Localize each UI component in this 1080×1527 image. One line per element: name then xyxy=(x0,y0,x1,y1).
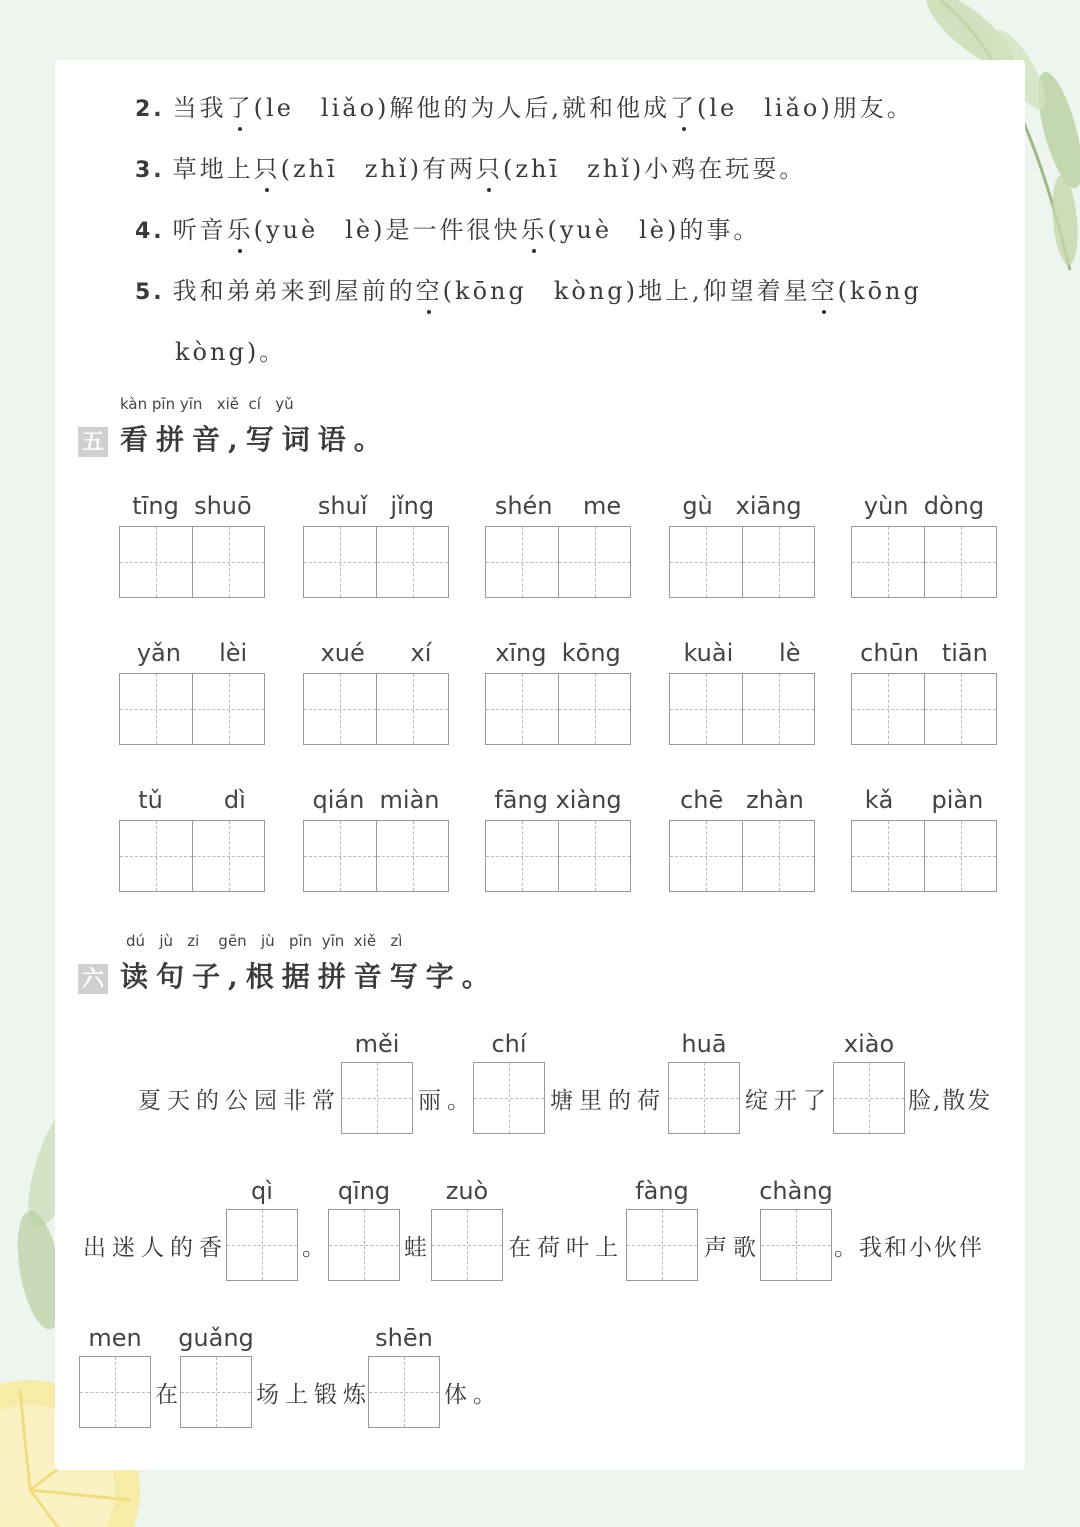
sentence-5: 5. 我和弟弟来到屋前的空(kōng kòng)地上,仰望着星空(kōng xyxy=(135,271,922,306)
writing-grid[interactable] xyxy=(851,526,997,598)
sentence-4: 4. 听音乐(yuè lè)是一件很快乐(yuè lè)的事。 xyxy=(135,210,760,245)
char-box[interactable] xyxy=(120,821,192,891)
char-box[interactable] xyxy=(304,527,376,597)
pinyin-hint: shēn xyxy=(375,1324,433,1352)
char-box[interactable] xyxy=(473,1062,545,1134)
word-pinyin: xīng kōng xyxy=(495,639,621,667)
sentence-text: 场上锻炼 xyxy=(256,1382,372,1408)
char-box[interactable] xyxy=(852,674,924,744)
writing-grid[interactable] xyxy=(303,673,449,745)
pinyin-hint: men xyxy=(88,1324,142,1352)
sentence-text: 声歌 xyxy=(704,1235,762,1261)
char-box[interactable] xyxy=(486,674,558,744)
sentence-5-continued: kòng)。 xyxy=(175,338,287,366)
sentence-text: 丽。 xyxy=(418,1088,476,1114)
word-pinyin: shén me xyxy=(494,492,622,520)
writing-grid[interactable] xyxy=(119,673,265,745)
sentence-text: 塘里的荷 xyxy=(550,1088,666,1114)
writing-grid[interactable] xyxy=(119,820,265,892)
word-pinyin: gù xiāng xyxy=(682,492,802,520)
section-5-title: 五 看拼音,写词语。 xyxy=(78,418,390,458)
pinyin-hint: zuò xyxy=(445,1177,489,1205)
sentence-text: 。我和小伙伴 xyxy=(834,1235,984,1261)
char-box[interactable] xyxy=(833,1062,905,1134)
writing-grid[interactable] xyxy=(669,820,815,892)
sentence-text: 在 xyxy=(155,1382,184,1408)
sentence-text: 出迷人的香 xyxy=(83,1235,228,1261)
char-box[interactable] xyxy=(558,821,630,891)
char-box[interactable] xyxy=(341,1062,413,1134)
char-box[interactable] xyxy=(120,674,192,744)
sentence-3: 3. 草地上只(zhī zhǐ)有两只(zhī zhǐ)小鸡在玩耍。 xyxy=(135,149,806,184)
char-box[interactable] xyxy=(924,527,996,597)
char-box[interactable] xyxy=(486,527,558,597)
char-box[interactable] xyxy=(226,1209,298,1281)
section-6-pinyin: dú jù zi gēn jù pīn yīn xiě zì xyxy=(126,932,403,950)
char-box[interactable] xyxy=(626,1209,698,1281)
word-pinyin: chūn tiān xyxy=(860,639,988,667)
sentence-text: 在荷叶上 xyxy=(508,1235,624,1261)
sentence-text: 夏天的公园非常 xyxy=(138,1088,341,1114)
char-box[interactable] xyxy=(668,1062,740,1134)
pinyin-hint: xiào xyxy=(843,1030,895,1058)
char-box[interactable] xyxy=(376,821,448,891)
writing-grid[interactable] xyxy=(303,526,449,598)
char-box[interactable] xyxy=(180,1356,252,1428)
char-box[interactable] xyxy=(558,527,630,597)
sentence-text: 蛙 xyxy=(404,1235,433,1261)
char-box[interactable] xyxy=(852,821,924,891)
section-5-badge: 五 xyxy=(78,427,108,457)
char-box[interactable] xyxy=(368,1356,440,1428)
sentence-text: 体。 xyxy=(444,1382,502,1408)
sentence-text: 绽开了 xyxy=(745,1088,832,1114)
writing-grid[interactable] xyxy=(303,820,449,892)
word-pinyin: xué xí xyxy=(320,639,432,667)
pinyin-hint: qīng xyxy=(337,1177,391,1205)
word-pinyin: fāng xiàng xyxy=(494,786,622,814)
word-pinyin: shuǐ jǐng xyxy=(317,492,435,520)
char-box[interactable] xyxy=(376,527,448,597)
word-pinyin: tǔ dì xyxy=(138,786,246,814)
char-box[interactable] xyxy=(304,674,376,744)
pinyin-hint: měi xyxy=(354,1030,400,1058)
writing-grid[interactable] xyxy=(485,526,631,598)
char-box[interactable] xyxy=(852,527,924,597)
char-box[interactable] xyxy=(670,821,742,891)
sentence-text: 脸,散发 xyxy=(908,1088,993,1114)
sentence-2: 2. 当我了(le liǎo)解他的为人后,就和他成了(le liǎo)朋友。 xyxy=(135,88,914,123)
char-box[interactable] xyxy=(192,821,264,891)
word-pinyin: kuài lè xyxy=(683,639,801,667)
char-box[interactable] xyxy=(192,674,264,744)
word-pinyin: kǎ piàn xyxy=(864,786,984,814)
section-6-badge: 六 xyxy=(78,964,108,994)
char-box[interactable] xyxy=(376,674,448,744)
writing-grid[interactable] xyxy=(119,526,265,598)
char-box[interactable] xyxy=(670,527,742,597)
word-pinyin: yǎn lèi xyxy=(136,639,248,667)
char-box[interactable] xyxy=(328,1209,400,1281)
char-box[interactable] xyxy=(924,821,996,891)
char-box[interactable] xyxy=(558,674,630,744)
word-pinyin: yùn dòng xyxy=(863,492,985,520)
pinyin-hint: fàng xyxy=(635,1177,689,1205)
pinyin-hint: huā xyxy=(681,1030,727,1058)
pinyin-hint: guǎng xyxy=(178,1324,254,1352)
char-box[interactable] xyxy=(670,674,742,744)
section-6-title: 六 读句子,根据拼音写字。 xyxy=(78,955,498,995)
char-box[interactable] xyxy=(192,527,264,597)
sentence-text: 。 xyxy=(302,1235,331,1261)
char-box[interactable] xyxy=(760,1209,832,1281)
char-box[interactable] xyxy=(304,821,376,891)
char-box[interactable] xyxy=(486,821,558,891)
pinyin-hint: qì xyxy=(251,1177,273,1205)
writing-grid[interactable] xyxy=(485,673,631,745)
char-box[interactable] xyxy=(79,1356,151,1428)
char-box[interactable] xyxy=(924,674,996,744)
word-pinyin: chē zhàn xyxy=(680,786,804,814)
char-box[interactable] xyxy=(742,821,814,891)
writing-grid[interactable] xyxy=(485,820,631,892)
writing-grid[interactable] xyxy=(669,673,815,745)
word-pinyin: tīng shuō xyxy=(132,492,252,520)
writing-grid[interactable] xyxy=(669,526,815,598)
pinyin-hint: chí xyxy=(491,1030,527,1058)
char-box[interactable] xyxy=(120,527,192,597)
pinyin-hint: chàng xyxy=(759,1177,833,1205)
char-box[interactable] xyxy=(742,527,814,597)
writing-grid[interactable] xyxy=(851,673,997,745)
word-pinyin: qián miàn xyxy=(312,786,440,814)
char-box[interactable] xyxy=(742,674,814,744)
section-5-pinyin: kàn pīn yīn xiě cí yǔ xyxy=(120,395,294,413)
writing-grid[interactable] xyxy=(851,820,997,892)
char-box[interactable] xyxy=(431,1209,503,1281)
